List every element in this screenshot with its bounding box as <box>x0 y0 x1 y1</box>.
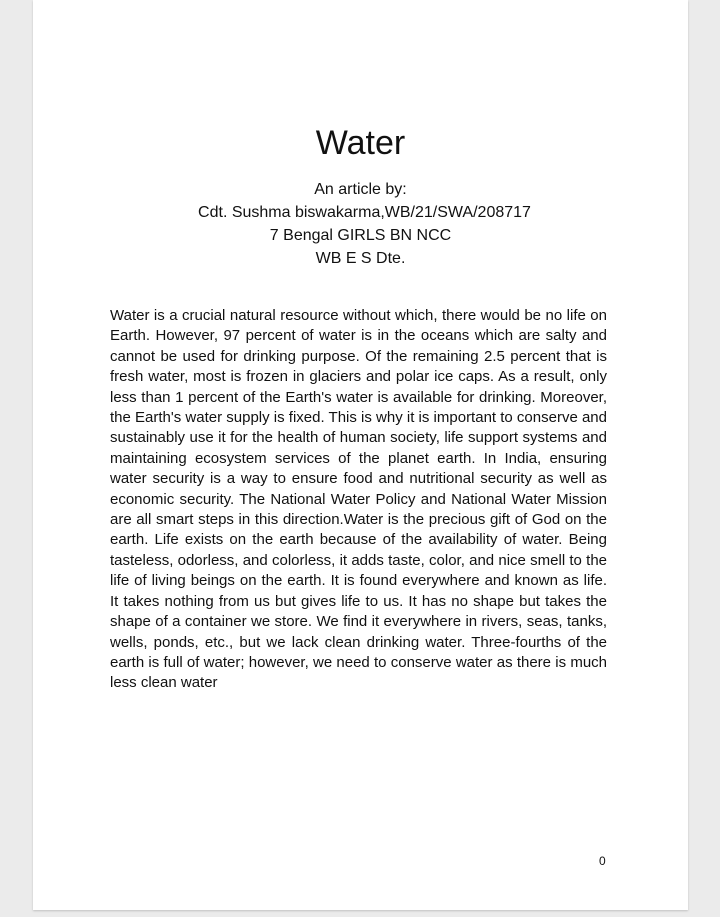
document-page <box>33 0 688 910</box>
article-title: Water <box>315 124 406 162</box>
byline-directorate: WB E S Dte. <box>315 250 406 267</box>
byline-author: Cdt. Sushma biswakarma,WB/21/SWA/208717 <box>198 204 531 221</box>
article-body: Water is a crucial natural resource without which, there would be no life on Earth. However, 97 percent of water is in the oceans which are salty and cannot be used for drinking purpose. Of the remaining 2.5 percent that is fresh water, most is frozen in glaciers and polar ice caps. As a result, only less than 1 percent of the Earth's water is available for drinking. Moreover, the Earth's water supply is fixed. This is why it is important to conserve and sustainably use it for the health of human society, life support systems and maintaining ecosystem services of the planet earth. In India, ensuring water security is a way to ensure food and nutritional security as well as economic security. The National Water Policy and National Water Mission are all smart steps in this direction.Water is the precious gift of God on the earth. Life exists on the earth because of the availability of water. Being tasteless, odorless, and colorless, it adds taste, color, and nice smell to the life of living beings on the earth. It is found everywhere and known as life. It takes nothing from us but gives life to us. It has no shape but takes the shape of a container we store. We find it everywhere in rivers, seas, tanks, wells, ponds, etc., but we lack clean drinking water. Three-fourths of the earth is full of water; however, we need to conserve water as there is much less clean water <box>110 307 607 692</box>
byline <box>33 178 688 270</box>
page-number: 0 <box>599 854 606 868</box>
byline-unit: 7 Bengal GIRLS BN NCC <box>269 227 452 244</box>
byline-intro: An article by: <box>314 181 407 198</box>
